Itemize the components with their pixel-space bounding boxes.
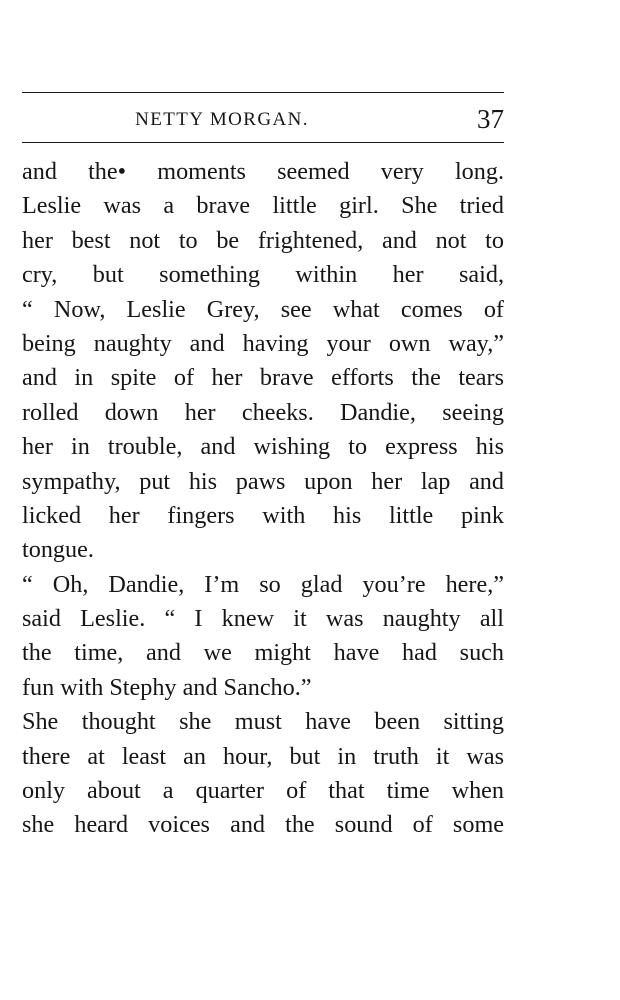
text-line: rolled down her cheeks. Dandie, seeing xyxy=(22,398,504,426)
text-line: cry, but something within her said, xyxy=(22,261,504,289)
text-line: she heard voices and the sound of some xyxy=(22,811,504,839)
running-title: NETTY MORGAN. xyxy=(135,109,309,130)
text-line: licked her fingers with his little pink xyxy=(22,501,504,529)
body-text xyxy=(22,155,504,843)
text-line: She thought she must have been sitting xyxy=(22,708,504,736)
page-number: 37 xyxy=(477,104,504,134)
text-line: and in spite of her brave efforts the tears xyxy=(22,364,504,392)
header-rule-bottom xyxy=(22,142,504,143)
text-line: her best not to be frightened, and not to xyxy=(22,226,504,254)
text-line: fun with Stephy and Sancho.” xyxy=(22,673,312,701)
text-line: sympathy, put his paws upon her lap and xyxy=(22,467,504,495)
text-line: “ Oh, Dandie, I’m so glad you’re here,” xyxy=(22,570,504,598)
running-head xyxy=(22,104,504,138)
text-line: the time, and we might have had such xyxy=(22,639,504,667)
text-line: tongue. xyxy=(22,536,94,564)
header-rule-top xyxy=(22,92,504,93)
text-line: Leslie was a brave little girl. She tried xyxy=(22,192,504,220)
text-line: her in trouble, and wishing to express his xyxy=(22,433,504,461)
text-line: “ Now, Leslie Grey, see what comes of xyxy=(22,295,504,323)
text-line: there at least an hour, but in truth it was xyxy=(22,742,504,770)
text-line: and the• moments seemed very long. xyxy=(22,158,504,185)
text-line: only about a quarter of that time when xyxy=(22,777,504,805)
text-line: being naughty and having your own way,” xyxy=(22,329,504,357)
text-line: said Leslie. “ I knew it was naughty all xyxy=(22,605,504,633)
